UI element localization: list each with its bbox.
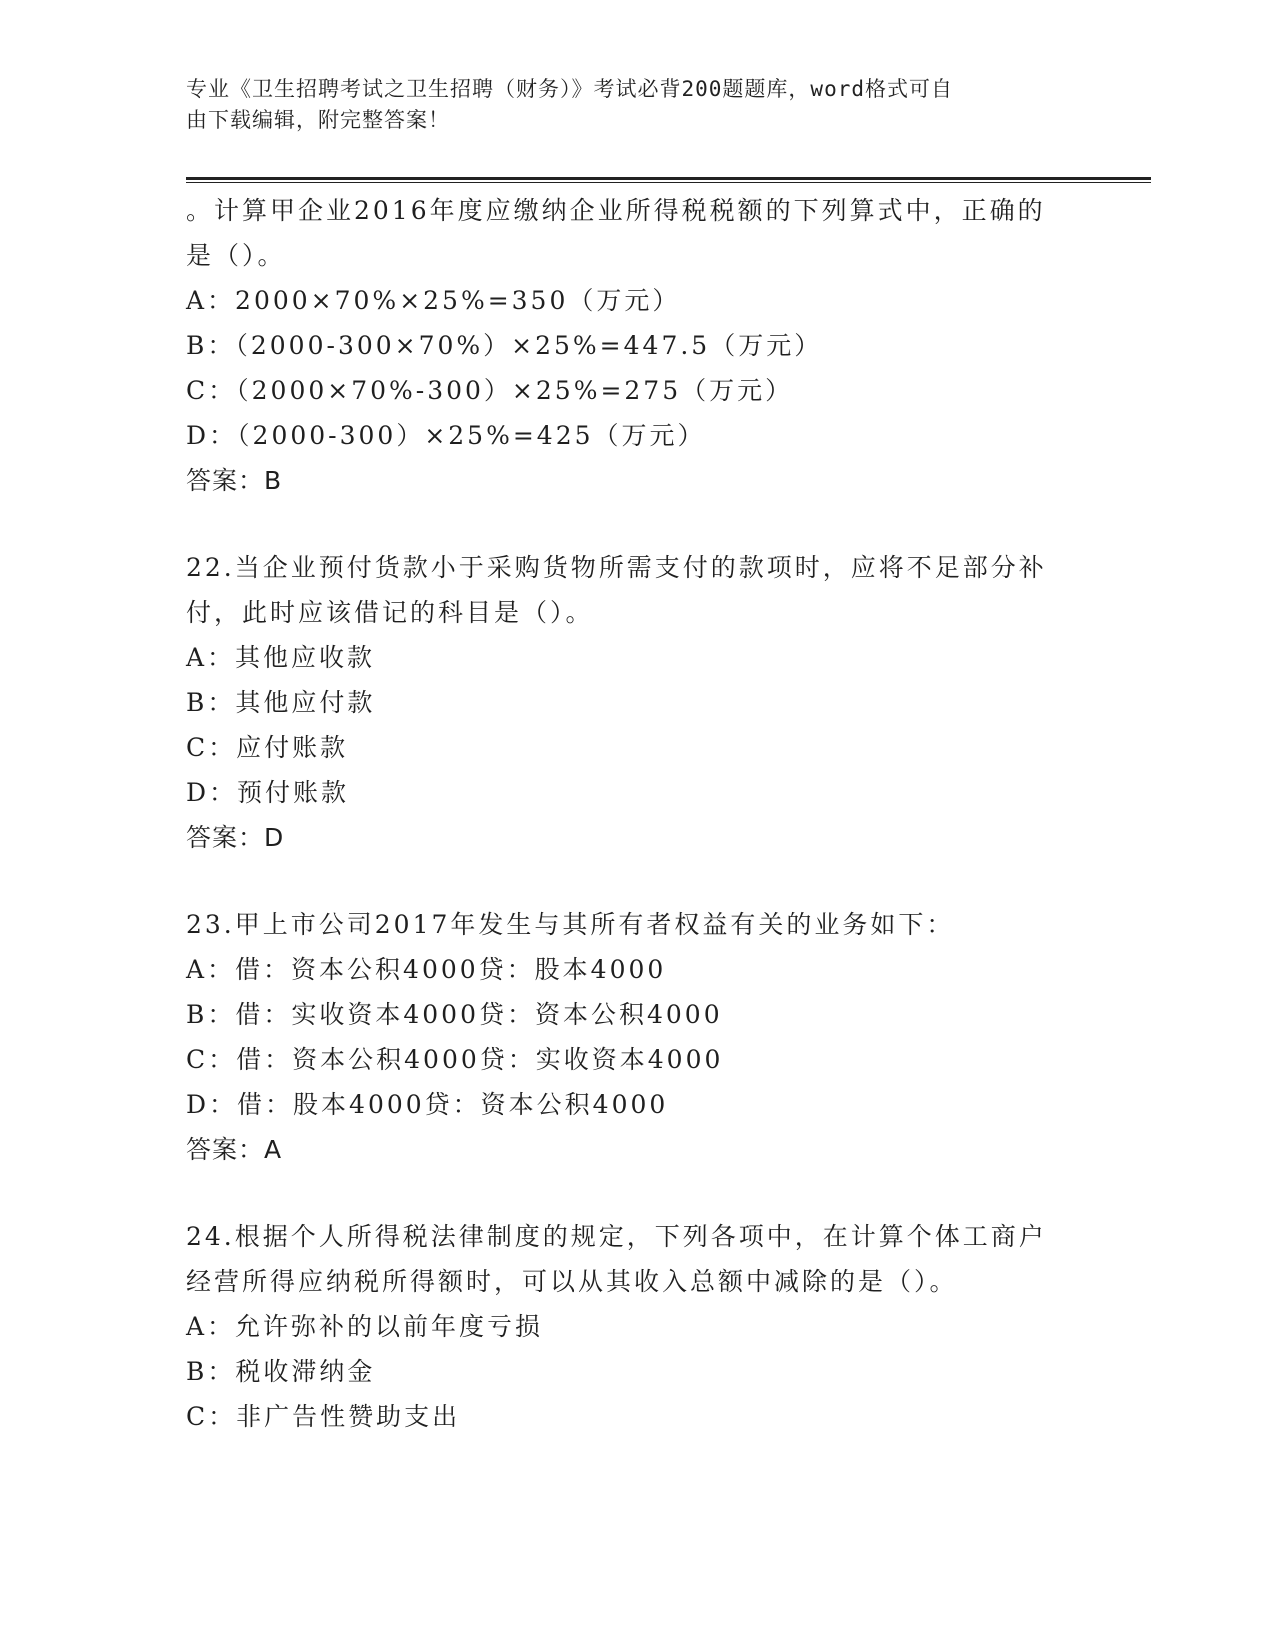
answer-label: 答案：B xyxy=(186,466,283,495)
answer-label: 答案：D xyxy=(186,823,285,852)
option-c: C：非广告性赞助支出 xyxy=(186,1402,461,1431)
option-c: C：应付账款 xyxy=(186,733,349,762)
header-line-2: 由下载编辑，附完整答案！ xyxy=(186,108,450,132)
answer-label: 答案：A xyxy=(186,1135,283,1164)
question-stem: 。计算甲企业2016年度应缴纳企业所得税税额的下列算式中，正确的 xyxy=(186,196,1046,225)
header-line-1: 专业《卫生招聘考试之卫生招聘（财务）》考试必背200题题库，word格式可自 xyxy=(186,77,953,101)
option-a: A：2000×70%×25%=350（万元） xyxy=(186,286,681,315)
question-23 xyxy=(186,902,1086,1172)
option-b: B：其他应付款 xyxy=(186,688,376,717)
option-b: B：税收滞纳金 xyxy=(186,1357,376,1386)
header-divider-thick xyxy=(186,177,1151,180)
option-b: B：（2000-300×70%）×25%=447.5（万元） xyxy=(186,331,823,360)
option-c: C：（2000×70%-300）×25%=275（万元） xyxy=(186,376,794,405)
option-d: D：预付账款 xyxy=(186,778,350,807)
question-stem: 24.根据个人所得税法律制度的规定，下列各项中，在计算个体工商户 xyxy=(186,1222,1047,1251)
option-a: A：允许弥补的以前年度亏损 xyxy=(186,1312,544,1341)
option-a: A：借：资本公积4000贷：股本4000 xyxy=(186,955,667,984)
question-24 xyxy=(186,1214,1086,1439)
question-list xyxy=(186,188,1086,1439)
question-21 xyxy=(186,188,1086,503)
option-c: C：借：资本公积4000贷：实收资本4000 xyxy=(186,1045,724,1074)
option-a: A：其他应收款 xyxy=(186,643,376,672)
option-b: B：借：实收资本4000贷：资本公积4000 xyxy=(186,1000,723,1029)
option-d: D：（2000-300）×25%=425（万元） xyxy=(186,421,706,450)
question-stem: 付，此时应该借记的科目是（）。 xyxy=(186,598,594,627)
document-header xyxy=(186,74,1066,136)
question-22 xyxy=(186,545,1086,860)
header-divider-thin xyxy=(186,182,1151,183)
question-stem: 22.当企业预付货款小于采购货物所需支付的款项时，应将不足部分补 xyxy=(186,553,1047,582)
question-stem: 是（）。 xyxy=(186,241,286,270)
question-stem: 23.甲上市公司2017年发生与其所有者权益有关的业务如下： xyxy=(186,910,955,939)
question-stem: 经营所得应纳税所得额时，可以从其收入总额中减除的是（）。 xyxy=(186,1267,958,1296)
option-d: D：借：股本4000贷：资本公积4000 xyxy=(186,1090,669,1119)
